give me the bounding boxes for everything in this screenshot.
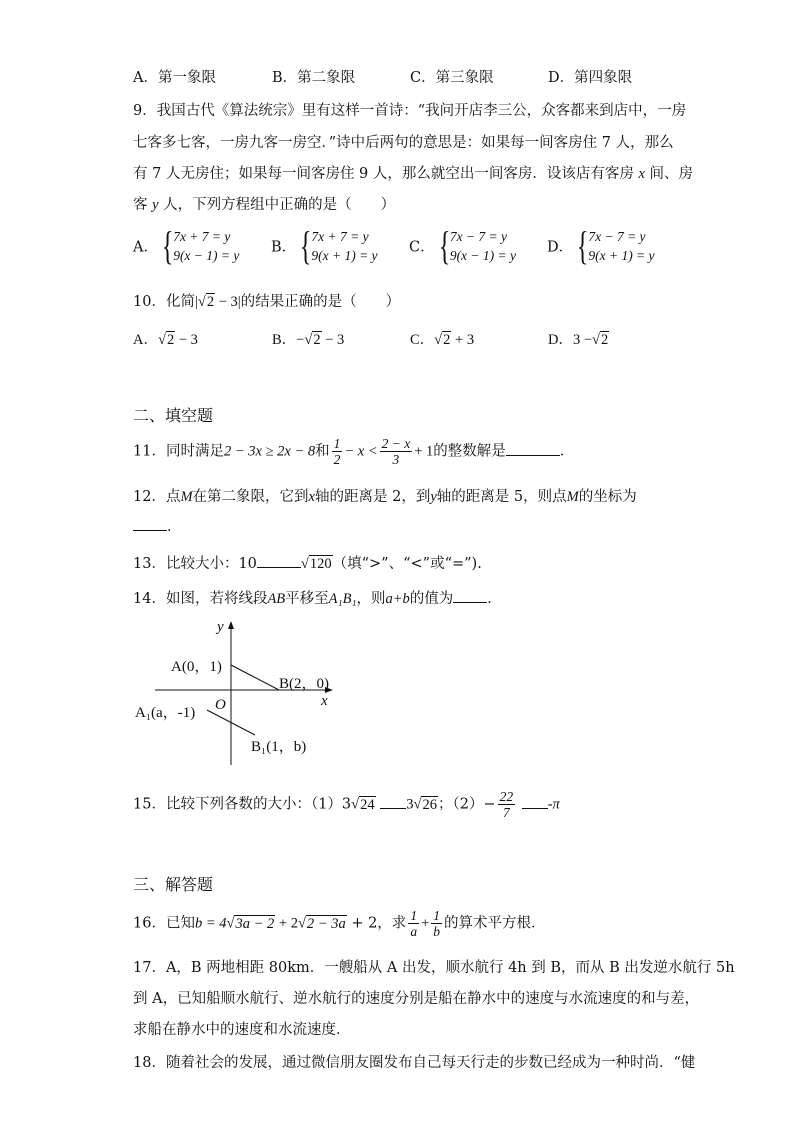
q12-line-1: 12．点M在第二象限，它到x轴的距离是 2，到y轴的距离是 5，则点M的坐标为 — [133, 489, 637, 505]
q9-var-x: x — [638, 166, 645, 182]
q8-option-b: B．第二象限 — [272, 70, 356, 86]
q11-inequality-1: 2 − 3x ≥ 2x − 8 — [223, 443, 316, 460]
equation-system — [296, 223, 378, 268]
q13-stem: 13．比较大小：10 √120（填“>”、“<”或“=”). — [133, 552, 482, 573]
q8-option-c: C．第三象限 — [410, 70, 494, 86]
sqrt-3a-minus-2: √3a − 2 — [226, 915, 275, 932]
sqrt-120: √120 — [300, 556, 332, 572]
answer-blank — [257, 553, 301, 568]
eq1: 7x − 7 = y — [449, 229, 508, 244]
point-b-label: B(2，0) — [279, 676, 329, 692]
point-a1-label: A₁(a，-1) — [135, 705, 196, 721]
brace-icon: { — [299, 223, 312, 268]
sqrt-2-minus-3a: √2 − 3a — [297, 915, 346, 932]
q9-option-a-label: A． — [133, 239, 158, 256]
q9-option-b-label: B． — [271, 239, 297, 256]
q9-option-d — [547, 223, 655, 268]
eq1: 7x + 7 = y — [173, 229, 231, 244]
q10-option-d: D．3 −√2 — [548, 332, 609, 348]
fraction-one-half: $\frac{1}{2}$ — [333, 436, 341, 467]
fraction-1-over-b: $\frac{1}{b}$ — [433, 908, 440, 939]
q10-stem — [133, 290, 400, 311]
q17-line-2: 到 A，已知船顺水航行、逆水航行的速度分别是船在静水中的速度与水流速度的和与差， — [133, 991, 700, 1007]
fraction-22-over-7: $\frac{22}{7}$ — [499, 789, 514, 820]
equation-system — [158, 223, 240, 268]
q9-line-3-text: 有 7 人无房住；如果每一间客房住 9 人，那么就空出一间客房．设该店有客房 — [133, 166, 634, 182]
segment-ab — [231, 665, 279, 690]
coordinate-figure — [133, 617, 343, 772]
abs-left: | — [194, 294, 198, 310]
eq2: 9(x − 1) = y — [449, 248, 517, 263]
answer-blank — [133, 516, 167, 531]
answer-blank — [522, 794, 548, 809]
q17-line-3: 求船在静水中的速度和水流速度． — [133, 1022, 351, 1038]
equation-system — [573, 223, 655, 268]
q15-stem: 15．比较下列各数的大小：（1）3√24 3√26；（2）− $\frac{22}{7}$ -π — [133, 789, 560, 820]
fraction-2-minus-x-over-3: $\frac{2 - x}{3}$ — [381, 436, 411, 467]
eq2: 9(x − 1) = y — [173, 248, 240, 263]
q16-stem: 16．已知b = 4√3a − 2 + 2√2 − 3a + 2，求 $\frac{1}{a}$ + $\frac{1}{b}$ 的算术平方根． — [133, 908, 546, 939]
eq2: 9(x + 1) = y — [311, 248, 378, 263]
section-heading-solve: 三、解答题 — [133, 875, 214, 894]
y-axis-arrow-icon — [228, 621, 234, 629]
q9-line-1: 9．我国古代《算法统宗》里有这样一首诗：“我问开店李三公，众客都来到店中，一房 — [133, 103, 687, 119]
q9-line-4 — [133, 193, 395, 214]
answer-blank — [453, 588, 487, 603]
x-axis-label: x — [321, 693, 328, 709]
equation-system — [435, 223, 517, 268]
q9-var-y: y — [152, 197, 159, 213]
q10-option-a: A．√2 − 3 — [133, 332, 198, 348]
q10-option-c: C．√2 + 3 — [410, 332, 475, 348]
q9-line-3 — [133, 162, 693, 183]
q8-option-a: A．第一象限 — [133, 70, 216, 86]
brace-icon: { — [576, 223, 589, 268]
q11-stem: 11．同时满足2 − 3x ≥ 2x − 8和 $\frac{1}{2}$ − x < $\frac{2 - x}{3}$ + 1的整数解是 ． — [133, 436, 575, 467]
q8-option-d: D．第四象限 — [548, 70, 633, 86]
q9-line-3-end: 间、房 — [649, 166, 694, 182]
eq1: 7x − 7 = y — [588, 229, 646, 244]
sqrt-expression: √2 — [197, 294, 215, 310]
point-b1-label: B₁(1，b) — [251, 739, 307, 755]
eq2: 9(x + 1) = y — [588, 248, 655, 263]
point-a-label: A(0，1) — [171, 659, 222, 675]
sqrt-24: √24 — [351, 796, 375, 813]
q10-prefix: 10．化简 — [133, 294, 195, 310]
y-axis-label: y — [217, 619, 224, 635]
q9-option-c-label: C． — [409, 239, 435, 256]
q17-line-1: 17．A，B 两地相距 80km．一艘船从 A 出发，顺水航行 4h 到 B，而从 B 出发逆水航行 5h — [133, 960, 735, 976]
q9-option-b — [271, 223, 378, 268]
q9-option-a — [133, 223, 240, 268]
answer-blank — [506, 441, 560, 456]
q9-option-d-label: D． — [547, 239, 574, 256]
q9-option-c — [409, 223, 517, 268]
brace-icon: { — [438, 223, 450, 268]
q18-line-1: 18．随着社会的发展，通过微信朋友圈发布自己每天行走的步数已经成为一种时尚．“健 — [133, 1055, 696, 1071]
q14-stem: 14．如图，若将线段AB平移至A₁B₁，则a+b的值为 ． — [133, 587, 502, 608]
q10-suffix: 的结果正确的是（ ） — [240, 294, 401, 310]
fraction-1-over-a: $\frac{1}{a}$ — [410, 908, 418, 939]
q9-line-4-b: 人，下列方程组中正确的是（ ） — [163, 197, 396, 213]
abs-rest: − 3| — [215, 294, 241, 310]
eq1: 7x + 7 = y — [311, 229, 369, 244]
q9-line-4-a: 客 — [133, 197, 148, 213]
brace-icon: { — [161, 223, 174, 268]
q9-line-2: 七客多七客，一房九客一房空．”诗中后两句的意思是：如果每一间客房住 7 人，那么 — [133, 135, 674, 151]
origin-label: O — [215, 697, 226, 713]
q12-line-2: ． — [133, 515, 182, 536]
answer-blank — [380, 794, 406, 809]
q10-option-b: B．−√2 − 3 — [272, 332, 345, 348]
section-heading-fill-in: 二、填空题 — [133, 406, 214, 425]
sqrt-26: √26 — [413, 796, 437, 813]
